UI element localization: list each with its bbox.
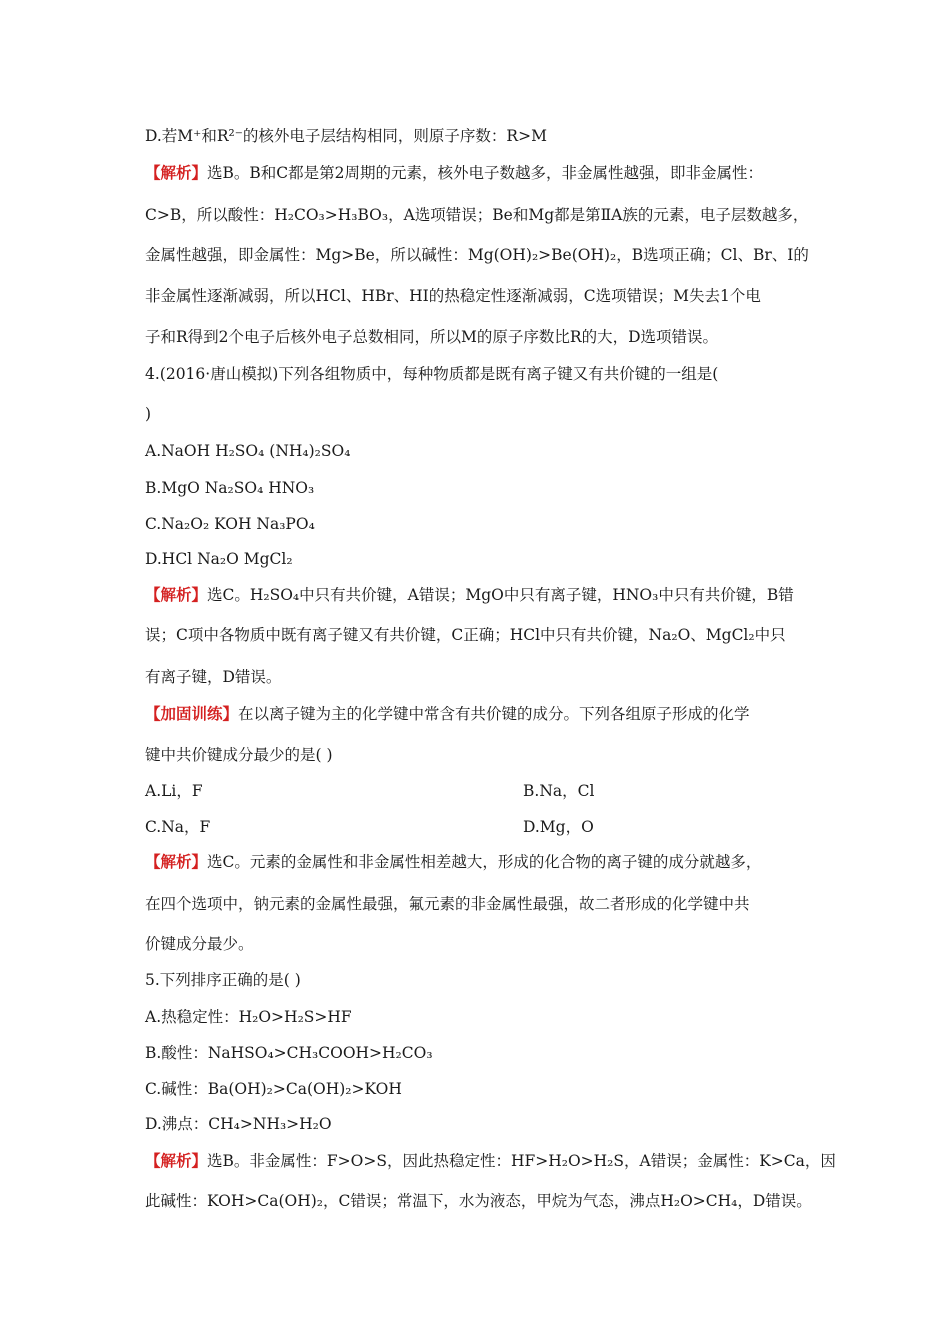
q4-option-a: A.NaOH H₂SO₄ (NH₄)₂SO₄ bbox=[145, 442, 351, 460]
extra-option-a: A.Li，F bbox=[145, 782, 203, 800]
analysis-tag: 【解析】 bbox=[145, 163, 208, 182]
q4-analysis-line-3: 有离子键，D错误。 bbox=[145, 668, 282, 686]
q4-analysis-line-2: 误；C项中各物质中既有离子键又有共价键，C正确；HCl中只有共价键，Na₂O、MgCl₂中只 bbox=[145, 626, 786, 644]
q3-analysis-line-1: 【解析】选B。B和C都是第2周期的元素，核外电子数越多，非金属性越强，即非金属性： bbox=[145, 163, 764, 182]
q3-analysis-line-5: 子和R得到2个电子后核外电子总数相同，所以M的原子序数比R的大，D选项错误。 bbox=[145, 328, 719, 346]
q4-analysis-line-1: 【解析】选C。H₂SO₄中只有共价键，A错误；MgO中只有离子键，HNO₃中只有共价键，B错 bbox=[145, 585, 794, 604]
extra-option-row-2 bbox=[145, 817, 594, 837]
q5-analysis-line-1: 【解析】选B。非金属性：F>O>S，因此热稳定性：HF>H₂O>H₂S，A错误；金属性：K>Ca，因 bbox=[145, 1151, 836, 1170]
analysis-tag: 【解析】 bbox=[145, 852, 208, 871]
extra-analysis-line-3: 价键成分最少。 bbox=[145, 935, 254, 953]
q3-analysis-line-4: 非金属性逐渐减弱，所以HCl、HBr、HI的热稳定性逐渐减弱，C选项错误；M失去1个电 bbox=[145, 287, 761, 305]
extra-stem-line-2: 键中共价键成分最少的是( ) bbox=[145, 746, 333, 764]
analysis-tag: 【解析】 bbox=[145, 585, 208, 604]
q4-option-c: C.Na₂O₂ KOH Na₃PO₄ bbox=[145, 515, 315, 533]
q3-option-d: D.若M⁺和R²⁻的核外电子层结构相同，则原子序数：R>M bbox=[145, 127, 547, 145]
q5-analysis-line-2: 此碱性：KOH>Ca(OH)₂，C错误；常温下，水为液态，甲烷为气态，沸点H₂O>CH₄，D错误。 bbox=[145, 1192, 812, 1210]
q5-stem: 5.下列排序正确的是( ) bbox=[145, 971, 301, 989]
extra-analysis-line-1: 【解析】选C。元素的金属性和非金属性相差越大，形成的化合物的离子键的成分就越多， bbox=[145, 852, 762, 871]
q5-option-a: A.热稳定性：H₂O>H₂S>HF bbox=[145, 1008, 352, 1026]
q4-option-d: D.HCl Na₂O MgCl₂ bbox=[145, 550, 293, 568]
extra-analysis-line-2: 在四个选项中，钠元素的金属性最强，氟元素的非金属性最强，故二者形成的化学键中共 bbox=[145, 895, 750, 913]
q5-option-d: D.沸点：CH₄>NH₃>H₂O bbox=[145, 1115, 332, 1133]
extra-option-b: B.Na，Cl bbox=[523, 782, 595, 800]
q3-analysis-line-3: 金属性越强，即金属性：Mg>Be，所以碱性：Mg(OH)₂>Be(OH)₂，B选项正确；Cl、Br、I的 bbox=[145, 246, 809, 264]
q5-option-c: C.碱性：Ba(OH)₂>Ca(OH)₂>KOH bbox=[145, 1080, 402, 1098]
q4-option-b: B.MgO Na₂SO₄ HNO₃ bbox=[145, 479, 315, 497]
extra-option-row-1 bbox=[145, 781, 595, 801]
extra-training-tag: 【加固训练】 bbox=[145, 704, 239, 723]
analysis-tag: 【解析】 bbox=[145, 1151, 208, 1170]
q3-analysis-line-2: C>B，所以酸性：H₂CO₃>H₃BO₃，A选项错误；Be和Mg都是第ⅡA族的元素，电子层数越多， bbox=[145, 206, 809, 224]
q4-stem-line-2: ) bbox=[145, 405, 152, 423]
q4-stem-line-1: 4.(2016·唐山模拟)下列各组物质中，每种物质都是既有离子键又有共价键的一组是( bbox=[145, 365, 719, 383]
extra-stem-line-1: 【加固训练】在以离子键为主的化学键中常含有共价键的成分。下列各组原子形成的化学 bbox=[145, 704, 750, 723]
extra-option-d: D.Mg，O bbox=[523, 818, 594, 836]
q5-option-b: B.酸性：NaHSO₄>CH₃COOH>H₂CO₃ bbox=[145, 1044, 433, 1062]
extra-option-c: C.Na，F bbox=[145, 818, 211, 836]
